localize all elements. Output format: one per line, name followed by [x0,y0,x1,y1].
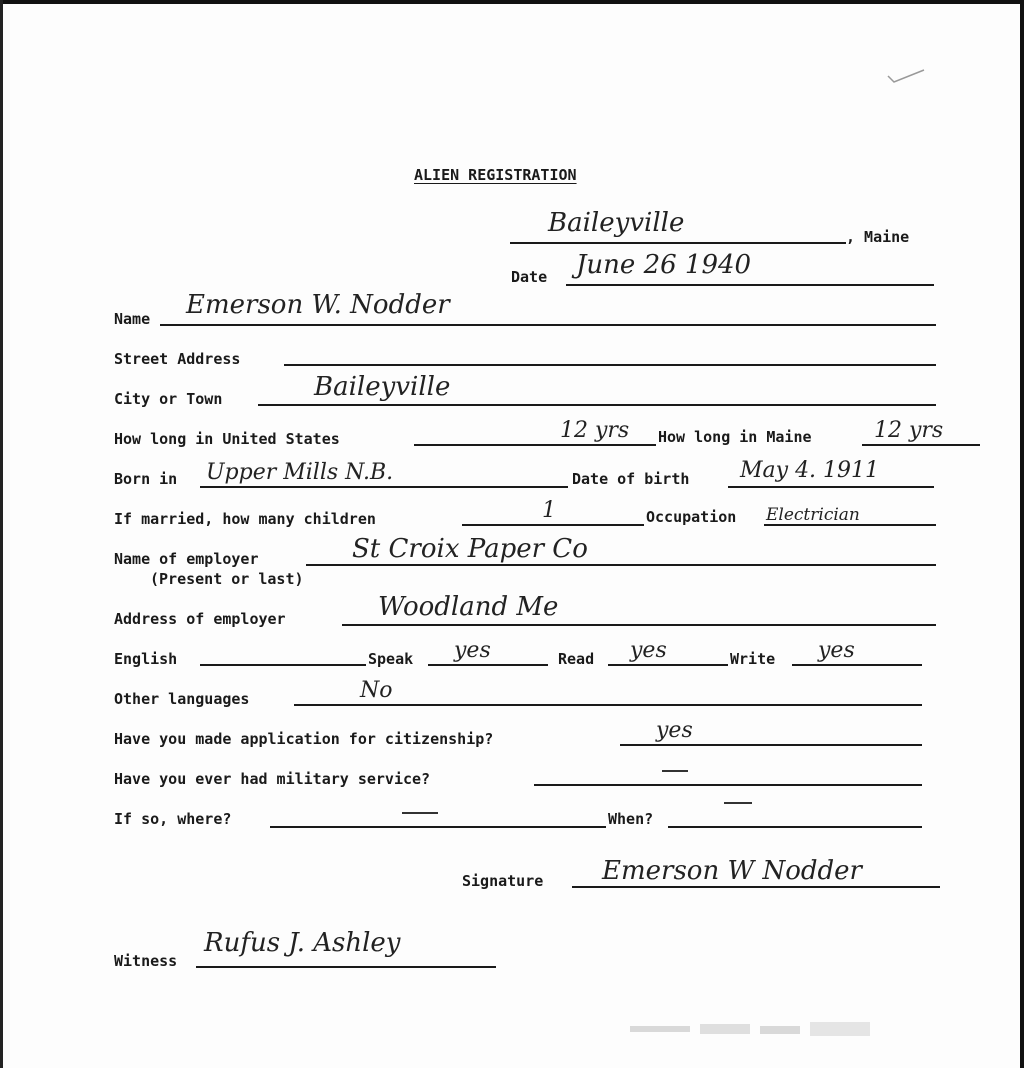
military-label: Have you ever had military service? [114,770,431,788]
city-label: City or Town [114,390,223,408]
name-line [160,324,936,326]
read-entry: yes [630,638,667,663]
town-line [510,242,846,244]
other-languages-label: Other languages [114,690,250,708]
name-label: Name [114,310,151,328]
witness-entry: Rufus J. Ashley [204,928,401,958]
witness-line [196,966,496,968]
date-line [566,284,934,286]
when-line [668,826,922,828]
signature-entry: Emerson W Nodder [602,856,862,886]
city-entry: Baileyville [314,372,451,402]
citizenship-entry: yes [656,718,693,743]
speak-entry: yes [454,638,491,663]
employer-address-label: Address of employer [114,610,286,628]
other-languages-entry: No [360,678,393,703]
employer-address-entry: Woodland Me [378,592,559,622]
scan-edge-top [0,0,1024,4]
military-dash [662,770,688,772]
write-label: Write [730,650,776,668]
scan-edge-left [0,0,3,1068]
scan-edge-right [1020,0,1024,1068]
employer-address-line [342,624,936,626]
name-entry: Emerson W. Nodder [186,290,450,320]
date-of-birth-label: Date of birth [572,470,690,488]
form-title: ALIEN REGISTRATION [414,166,577,184]
occupation-entry: Electrician [766,505,860,525]
occupation-label: Occupation [646,508,737,526]
children-label: If married, how many children [114,510,376,528]
citizenship-label: Have you made application for citizenship? [114,730,494,748]
english-label: English [114,650,178,668]
how-long-maine-entry: 12 yrs [874,418,944,443]
employer-line [306,564,936,566]
write-line [792,664,922,666]
street-address-line [284,364,936,366]
employer-note: (Present or last) [150,570,304,588]
signature-label: Signature [462,872,544,890]
street-address-label: Street Address [114,350,241,368]
city-line [258,404,936,406]
write-entry: yes [818,638,855,663]
witness-label: Witness [114,952,178,970]
military-line [534,784,922,786]
where-label: If so, where? [114,810,232,828]
born-in-entry: Upper Mills N.B. [206,460,394,485]
read-line [608,664,728,666]
employer-entry: St Croix Paper Co [352,534,588,564]
how-long-us-label: How long in United States [114,430,340,448]
employer-label: Name of employer [114,550,259,568]
date-of-birth-entry: May 4. 1911 [740,458,880,483]
english-line [200,664,366,666]
date-label: Date [511,268,548,286]
check-mark-icon [886,66,926,86]
date-entry: June 26 1940 [576,250,752,280]
when-dash [724,802,752,804]
when-label: When? [608,810,654,828]
where-dash [402,812,438,814]
how-long-us-entry: 12 yrs [560,418,630,443]
date-of-birth-line [728,486,934,488]
speak-label: Speak [368,650,414,668]
town-entry: Baileyville [548,208,685,238]
faded-stamp-mark [630,1020,880,1044]
state-label: , Maine [846,228,910,246]
where-line [270,826,606,828]
signature-line [572,886,940,888]
read-label: Read [558,650,595,668]
children-entry: 1 [542,498,556,523]
born-in-label: Born in [114,470,178,488]
how-long-maine-label: How long in Maine [658,428,812,446]
